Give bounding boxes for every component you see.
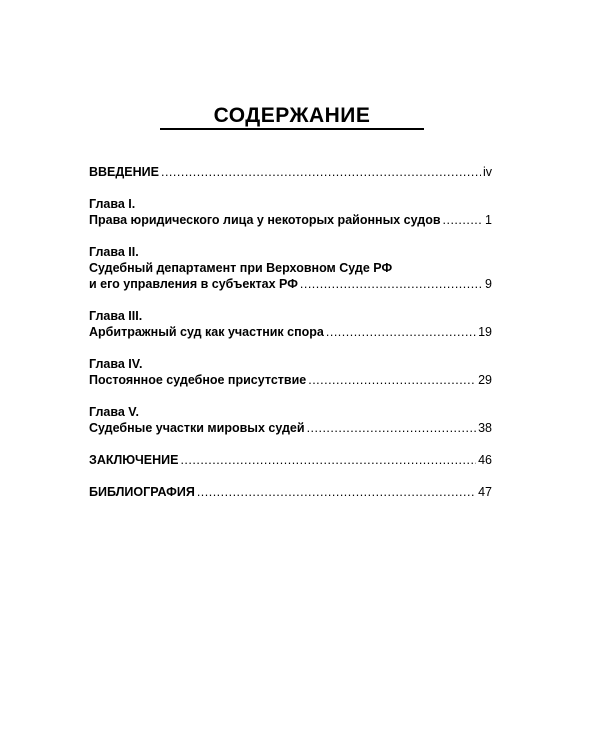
toc-entry-chapter-5[interactable] [89, 404, 492, 436]
title-underline [160, 128, 424, 130]
toc-conclusion-label: ЗАКЛЮЧЕНИЕ [89, 453, 179, 467]
toc-chapter-3-page: 19 [478, 325, 492, 339]
toc-dot-leader [197, 484, 476, 500]
toc-chapter-2-heading: Глава II. [89, 245, 139, 259]
table-of-contents [89, 164, 492, 516]
toc-dot-leader [307, 420, 477, 436]
toc-conclusion-page: 46 [478, 453, 492, 467]
toc-entry-bibliography[interactable] [89, 484, 492, 500]
toc-dot-leader [180, 452, 476, 468]
page-title: СОДЕРЖАНИЕ [213, 104, 371, 127]
toc-chapter-4-title: Постоянное судебное присутствие [89, 373, 307, 387]
toc-chapter-3-title: Арбитражный суд как участник спора [89, 325, 324, 339]
toc-dot-leader [161, 164, 481, 180]
toc-chapter-2-title-line-2: и его управления в субъектах РФ [89, 277, 298, 291]
toc-chapter-2-title-line-1: Судебный департамент при Верховном Суде РФ [89, 261, 393, 275]
toc-chapter-1-title: Права юридического лица у некоторых районных судов [89, 213, 441, 227]
toc-dot-leader [326, 324, 476, 340]
toc-chapter-5-title: Судебные участки мировых судей [89, 421, 305, 435]
toc-chapter-1-heading: Глава I. [89, 197, 136, 211]
toc-chapter-2-page: 9 [485, 277, 492, 291]
toc-entry-intro[interactable] [89, 164, 492, 180]
toc-entry-chapter-4[interactable] [89, 356, 492, 388]
toc-dot-leader [300, 276, 483, 292]
toc-entry-conclusion[interactable] [89, 452, 492, 468]
toc-chapter-4-page: 29 [478, 373, 492, 387]
toc-chapter-1-page: 1 [485, 213, 492, 227]
toc-entry-chapter-1[interactable] [89, 196, 492, 228]
toc-dot-leader [443, 212, 484, 228]
toc-bibliography-page: 47 [478, 485, 492, 499]
toc-entry-chapter-2[interactable] [89, 244, 492, 292]
toc-chapter-4-heading: Глава IV. [89, 357, 143, 371]
toc-chapter-3-heading: Глава III. [89, 309, 143, 323]
toc-intro-label: ВВЕДЕНИЕ [89, 165, 159, 179]
toc-chapter-5-page: 38 [478, 421, 492, 435]
toc-intro-page: iv [482, 165, 492, 179]
toc-dot-leader [308, 372, 476, 388]
toc-bibliography-label: БИБЛИОГРАФИЯ [89, 485, 195, 499]
toc-chapter-5-heading: Глава V. [89, 405, 139, 419]
toc-entry-chapter-3[interactable] [89, 308, 492, 340]
